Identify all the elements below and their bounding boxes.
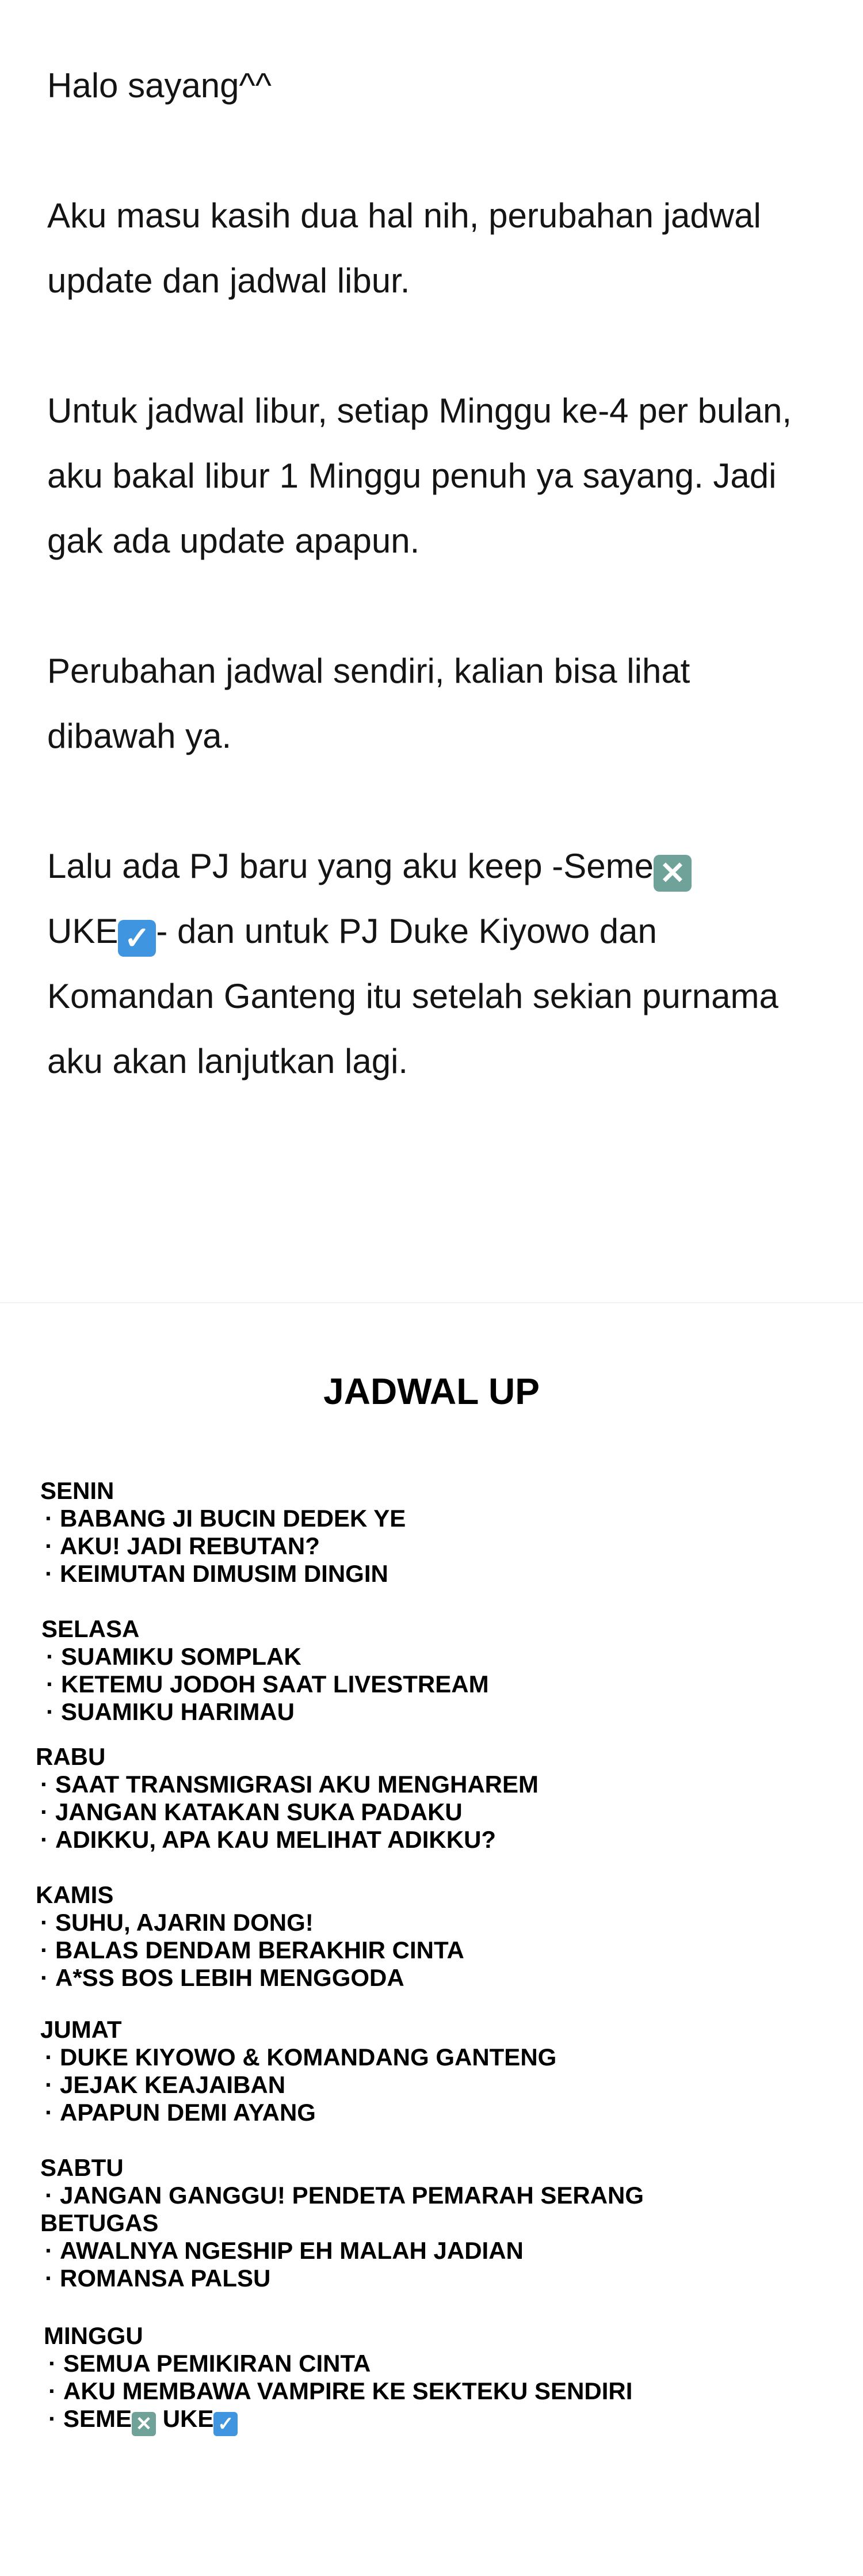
list-item: · ROMANSA PALSU bbox=[45, 2265, 271, 2292]
day-name: SABTU bbox=[40, 2154, 124, 2181]
intro-paragraph-2: Untuk jadwal libur, setiap Minggu ke-4 per bulan, aku bakal libur 1 Minggu penuh ya sayang. Jadi gak ada update apapun. bbox=[47, 391, 792, 560]
day-name: MINGGU bbox=[44, 2322, 143, 2349]
list-item: · SUHU, AJARIN DONG! bbox=[40, 1909, 314, 1936]
list-item: · JANGAN KATAKAN SUKA PADAKU bbox=[40, 1798, 463, 1825]
list-item: · DUKE KIYOWO & KOMANDANG GANTENG bbox=[45, 2044, 557, 2071]
list-item: · JEJAK KEAJAIBAN bbox=[45, 2071, 286, 2098]
day-name: SELASA bbox=[41, 1615, 140, 1642]
intro-section bbox=[47, 53, 818, 1094]
list-item: · A*SS BOS LEBIH MENGGODA bbox=[40, 1964, 404, 1991]
list-item-continuation: BETUGAS bbox=[40, 2209, 159, 2236]
list-item: · BABANG JI BUCIN DEDEK YE bbox=[45, 1505, 406, 1532]
day-name: JUMAT bbox=[40, 2016, 122, 2043]
check-mark-icon: ✓ bbox=[213, 2412, 238, 2436]
list-item: · AKU! JADI REBUTAN? bbox=[45, 1532, 320, 1559]
day-name: SENIN bbox=[40, 1477, 114, 1504]
intro-paragraph-4 bbox=[47, 834, 818, 1094]
day-name: KAMIS bbox=[36, 1881, 114, 1908]
day-jumat bbox=[40, 2016, 556, 2126]
check-mark-icon: ✓ bbox=[118, 920, 156, 957]
day-senin bbox=[40, 1477, 406, 1588]
cross-mark-icon: ✕ bbox=[132, 2412, 156, 2436]
p4-part-b: UKE bbox=[47, 912, 119, 950]
p4-part-c: - dan untuk PJ Duke Kiyowo dan Komandan Ganteng itu setelah sekian purnama aku akan lanjutkan lagi. bbox=[47, 912, 778, 1080]
list-item: · AKU MEMBAWA VAMPIRE KE SEKTEKU SENDIRI bbox=[48, 2377, 633, 2404]
list-item: · SUAMIKU HARIMAU bbox=[46, 1698, 295, 1725]
schedule-title: JADWAL UP bbox=[323, 1371, 540, 1412]
day-kamis bbox=[36, 1881, 464, 1992]
list-item: · SAAT TRANSMIGRASI AKU MENGHAREM bbox=[40, 1771, 539, 1798]
day-sabtu bbox=[40, 2154, 644, 2292]
day-selasa bbox=[41, 1615, 489, 1726]
day-name: RABU bbox=[36, 1743, 106, 1770]
day-minggu bbox=[44, 2322, 632, 2436]
greeting-text: Halo sayang^^ bbox=[47, 66, 272, 105]
list-item: · ADIKKU, APA KAU MELIHAT ADIKKU? bbox=[40, 1826, 497, 1853]
list-item: · SUAMIKU SOMPLAK bbox=[46, 1643, 301, 1670]
day-rabu bbox=[36, 1743, 539, 1854]
intro-paragraph-3: Perubahan jadwal sendiri, kalian bisa lihat dibawah ya. bbox=[47, 652, 690, 755]
list-item: · APAPUN DEMI AYANG bbox=[45, 2099, 316, 2126]
list-item: · SEME ✕ UKE ✓ bbox=[48, 2405, 632, 2436]
list-item: · KEIMUTAN DIMUSIM DINGIN bbox=[45, 1560, 388, 1587]
p4-part-a: Lalu ada PJ baru yang aku keep -Seme bbox=[47, 847, 654, 885]
list-item: · AWALNYA NGESHIP EH MALAH JADIAN bbox=[45, 2237, 524, 2264]
cross-mark-icon: ✕ bbox=[654, 855, 692, 892]
list-item: · JANGAN GANGGU! PENDETA PEMARAH SERANG bbox=[45, 2182, 644, 2209]
section-divider bbox=[0, 1302, 863, 1303]
list-item: · SEMUA PEMIKIRAN CINTA bbox=[48, 2350, 371, 2377]
list-item: · BALAS DENDAM BERAKHIR CINTA bbox=[40, 1936, 464, 1964]
list-item: · KETEMU JODOH SAAT LIVESTREAM bbox=[46, 1671, 489, 1698]
intro-paragraph-1: Aku masu kasih dua hal nih, perubahan jadwal update dan jadwal libur. bbox=[47, 196, 761, 300]
